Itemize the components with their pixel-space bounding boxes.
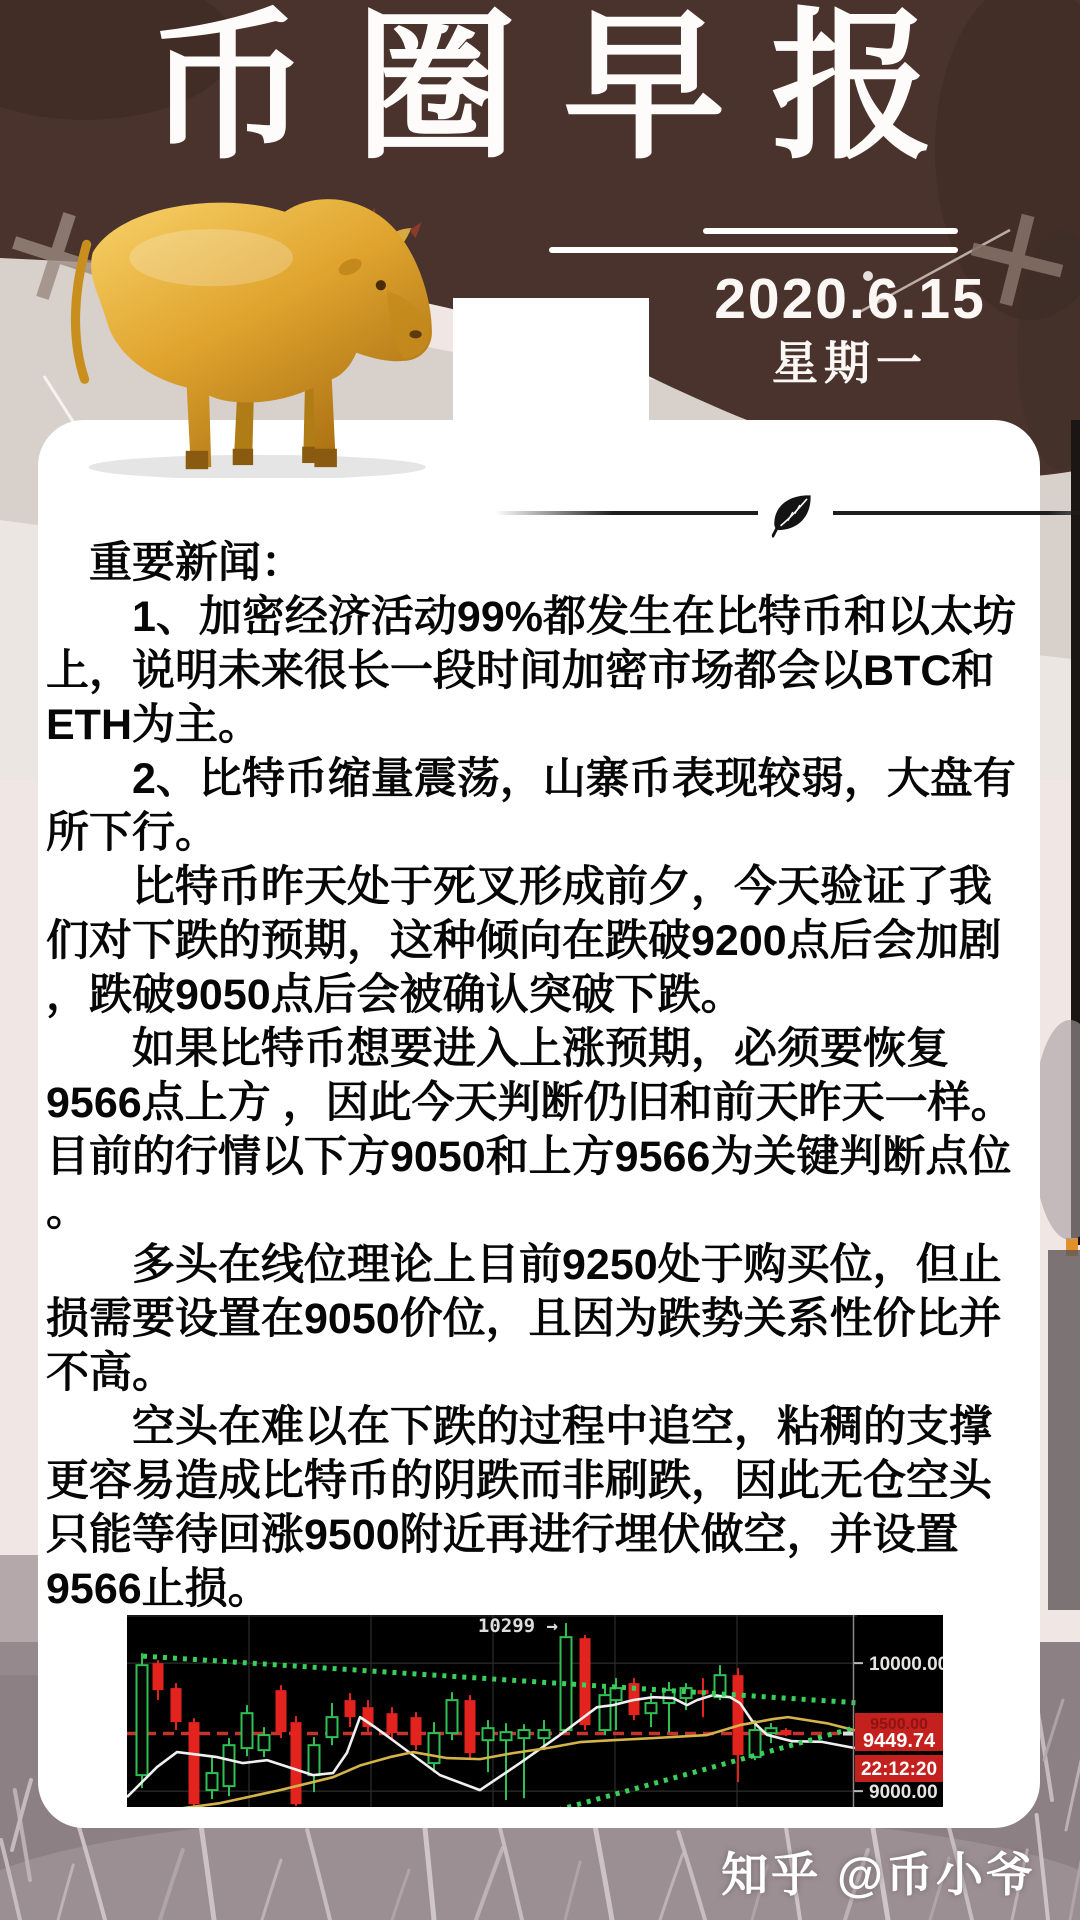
news-line: 9566止损。	[46, 1565, 271, 1613]
left-mauve	[0, 1555, 38, 1675]
report-card	[38, 420, 1040, 1828]
date-line-short	[703, 228, 958, 234]
news-line: 。	[46, 1187, 89, 1235]
news-line: 所下行。	[46, 809, 218, 857]
news-line: 空头在难以在下跌的过程中追空，粘稠的支撑	[46, 1403, 992, 1451]
divider-line-right	[833, 511, 1080, 515]
news-line: 上，说明未来很长一段时间加密市场都会以BTC和	[46, 647, 995, 695]
date-line-long	[549, 247, 958, 253]
page-title: 币圈早报	[147, 0, 979, 178]
date-text: 2020.6.15	[714, 267, 986, 331]
time-badge-label: 22:12:20	[860, 1759, 938, 1780]
bull-shadow	[89, 455, 426, 478]
peak-annotation: 10299 →	[477, 1615, 558, 1637]
y-axis-label: 10000.00	[869, 1654, 943, 1676]
leaf-icon	[766, 489, 820, 539]
bull-tail	[75, 244, 86, 379]
news-line: 1、加密经济活动99%都发生在比特币和以太坊	[46, 593, 1016, 641]
chart-svg	[127, 1615, 943, 1807]
news-line: ETH为主。	[46, 701, 261, 749]
candlestick-chart	[127, 1615, 943, 1807]
news-text	[46, 536, 1036, 1616]
news-line: 目前的行情以下方9050和上方9566为关键判断点位	[46, 1133, 1012, 1181]
watermark: 知乎 @币小爷	[721, 1848, 1036, 1901]
news-line: 多头在线位理论上目前9250处于购买位，但止	[46, 1241, 1002, 1289]
dark-brush	[1048, 1250, 1080, 1610]
news-line: 不高。	[46, 1349, 175, 1397]
tab-notch	[453, 298, 649, 424]
news-line: 2、比特币缩量震荡，山寨币表现较弱，大盘有	[46, 755, 1016, 803]
news-line: 9566点上方 ，因此今天判断仍旧和前天昨天一样。	[46, 1079, 1014, 1127]
y-axis-label: 9000.00	[869, 1782, 938, 1804]
golden-bull-image	[58, 160, 436, 478]
news-line: 损需要设置在9050价位，且因为跌势关系性价比并	[46, 1295, 1002, 1343]
overlapped-price-label: 9500.00	[870, 1716, 928, 1733]
news-line: 更容易造成比特币的阴跌而非刷跌，因此无仓空头	[46, 1457, 992, 1505]
news-line: 们对下跌的预期，这种倾向在跌破9200点后会加剧	[46, 917, 1002, 965]
divider-line-left	[495, 511, 758, 515]
last-price-label: 9449.74	[862, 1730, 936, 1752]
news-line: ，跌破9050点后会被确认突破下跌。	[46, 971, 744, 1019]
weekday-text: 星期一	[772, 337, 928, 389]
news-line: 只能等待回涨9500附近再进行埋伏做空，并设置	[46, 1511, 959, 1559]
news-line: 比特币昨天处于死叉形成前夕，今天验证了我	[46, 863, 992, 911]
news-line: 重要新闻：	[46, 539, 304, 587]
news-line: 如果比特币想要进入上涨预期，必须要恢复	[46, 1025, 949, 1073]
date-block	[700, 268, 1000, 392]
